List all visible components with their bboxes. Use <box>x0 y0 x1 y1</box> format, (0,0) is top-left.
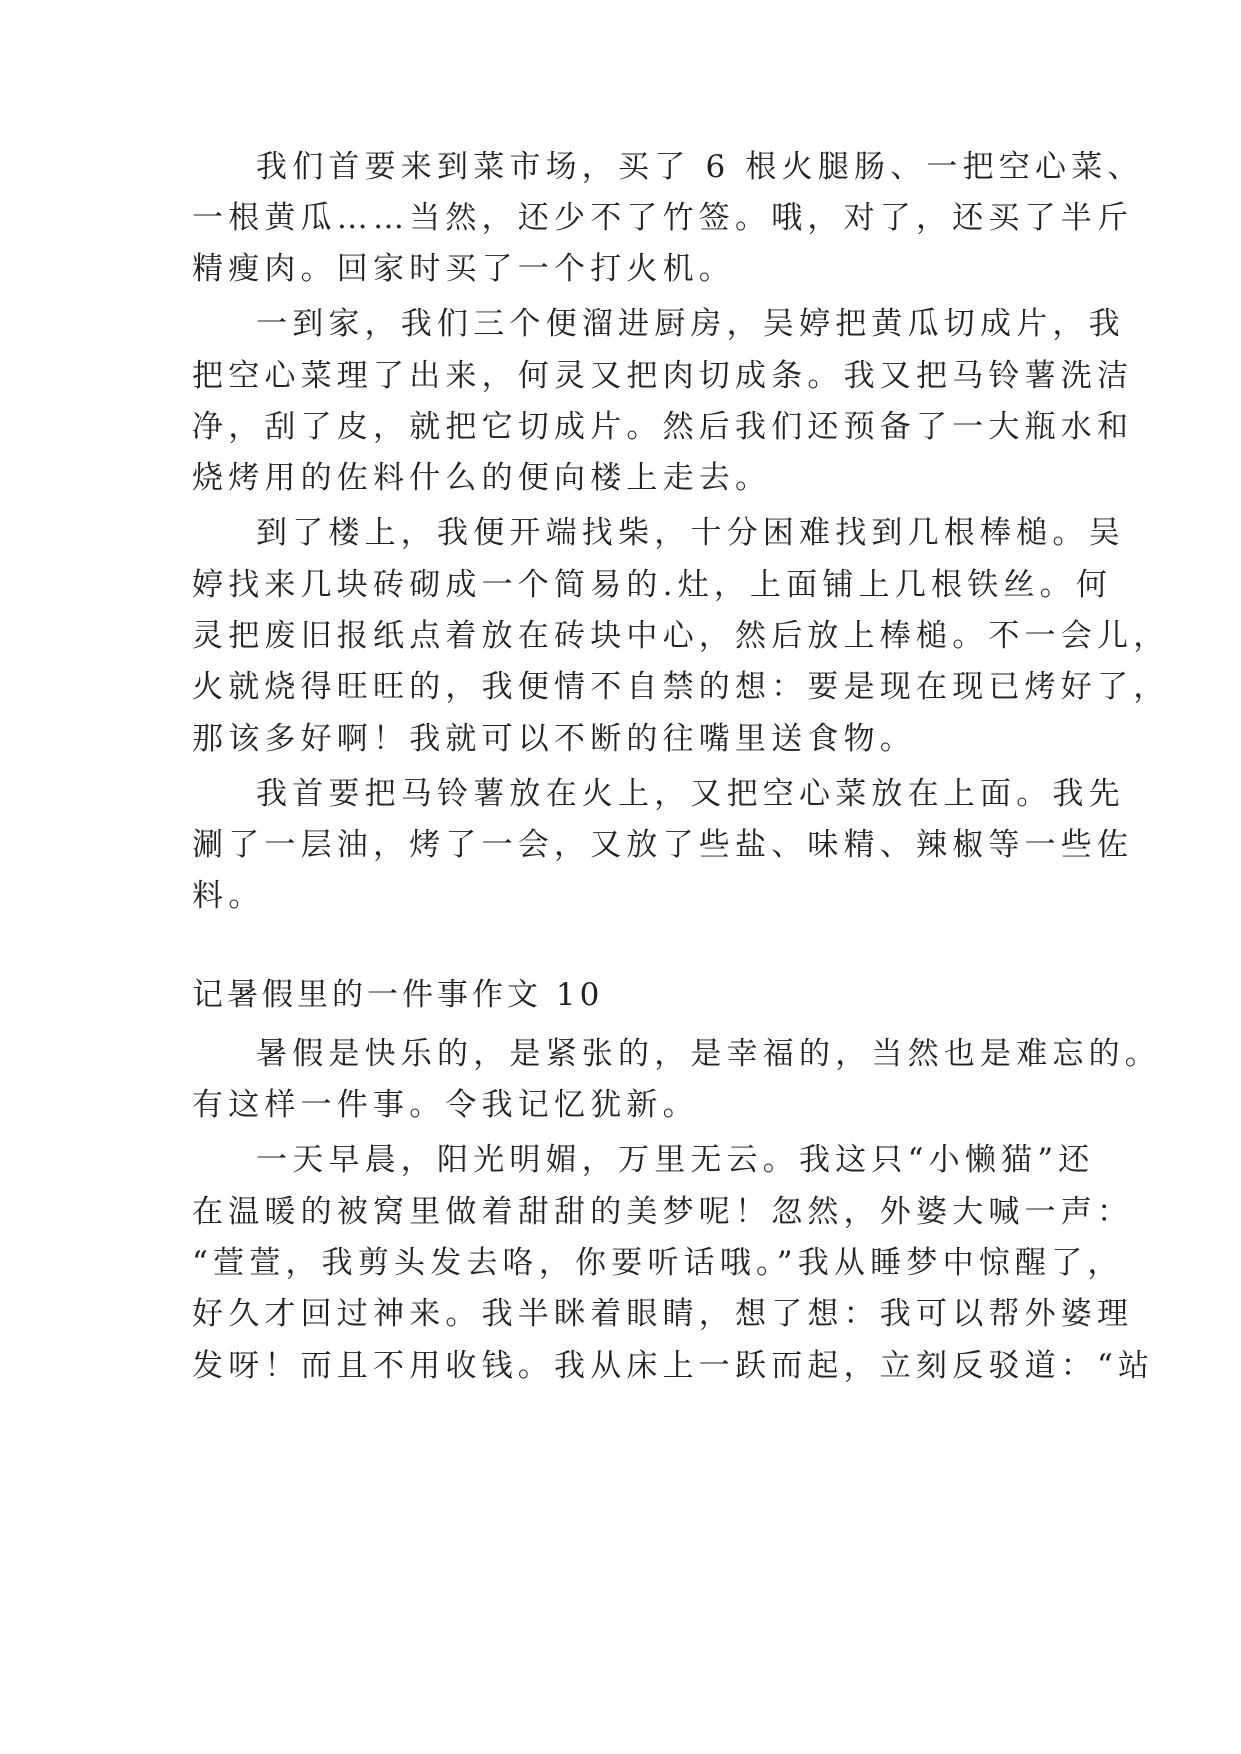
paragraph-3-line-4: 火就烧得旺旺的，我便情不自禁的想：要是现在现已烤好了， <box>192 669 1170 705</box>
section-paragraph-2-line-4: 好久才回过神来。我半眯着眼睛，想了想：我可以帮外婆理 <box>192 1296 1134 1332</box>
section-paragraph-2-line-2: 在温暖的被窝里做着甜甜的美梦呢！忽然，外婆大喊一声： <box>192 1194 1134 1230</box>
paragraph-2-line-4: 烧烤用的佐料什么的便向楼上走去。 <box>192 460 772 496</box>
section-paragraph-1-line-2: 有这样一件事。令我记忆犹新。 <box>192 1087 699 1123</box>
paragraph-4-line-1: 我首要把马铃薯放在火上，又把空心菜放在上面。我先 <box>256 776 1125 812</box>
section-paragraph-1-line-1: 暑假是快乐的，是紧张的，是幸福的，当然也是难忘的。 <box>256 1036 1161 1072</box>
paragraph-2-line-3: 净，刮了皮，就把它切成片。然后我们还预备了一大瓶水和 <box>192 409 1134 445</box>
paragraph-4-line-2: 涮了一层油，烤了一会，又放了些盐、味精、辣椒等一些佐 <box>192 827 1134 863</box>
paragraph-2-line-1: 一到家，我们三个便溜进厨房，吴婷把黄瓜切成片，我 <box>256 306 1125 342</box>
section-paragraph-2-line-5: 发呀！而且不用收钱。我从床上一跃而起，立刻反驳道：“站 <box>192 1348 1155 1384</box>
paragraph-1-line-1: 我们首要来到菜市场，买了 6 根火腿肠、一把空心菜、 <box>256 149 1144 185</box>
paragraph-1-line-2: 一根黄瓜……当然，还少不了竹签。哦，对了，还买了半斤 <box>192 200 1134 236</box>
paragraph-3-line-3: 灵把废旧报纸点着放在砖块中心，然后放上棒槌。不一会儿， <box>192 618 1170 654</box>
paragraph-3-line-5: 那该多好啊！我就可以不断的往嘴里送食物。 <box>192 721 916 757</box>
section-paragraph-2-line-3: “萱萱，我剪头发去咯，你要听话哦。”我从睡梦中惊醒了， <box>192 1245 1124 1281</box>
paragraph-4-line-3: 料。 <box>192 878 265 914</box>
paragraph-3-line-1: 到了楼上，我便开端找柴，十分困难找到几根棒槌。吴 <box>256 515 1125 551</box>
section-paragraph-2-line-1: 一天早晨，阳光明媚，万里无云。我这只“小懒猫”还 <box>256 1142 1095 1178</box>
paragraph-3-line-2: 婷找来几块砖砌成一个简易的.灶，上面铺上几根铁丝。何 <box>192 567 1113 603</box>
paragraph-2-line-2: 把空心菜理了出来，何灵又把肉切成条。我又把马铃薯洗洁 <box>192 358 1134 394</box>
section-title: 记暑假里的一件事作文 10 <box>192 977 604 1013</box>
paragraph-1-line-3: 精瘦肉。回家时买了一个打火机。 <box>192 251 735 287</box>
